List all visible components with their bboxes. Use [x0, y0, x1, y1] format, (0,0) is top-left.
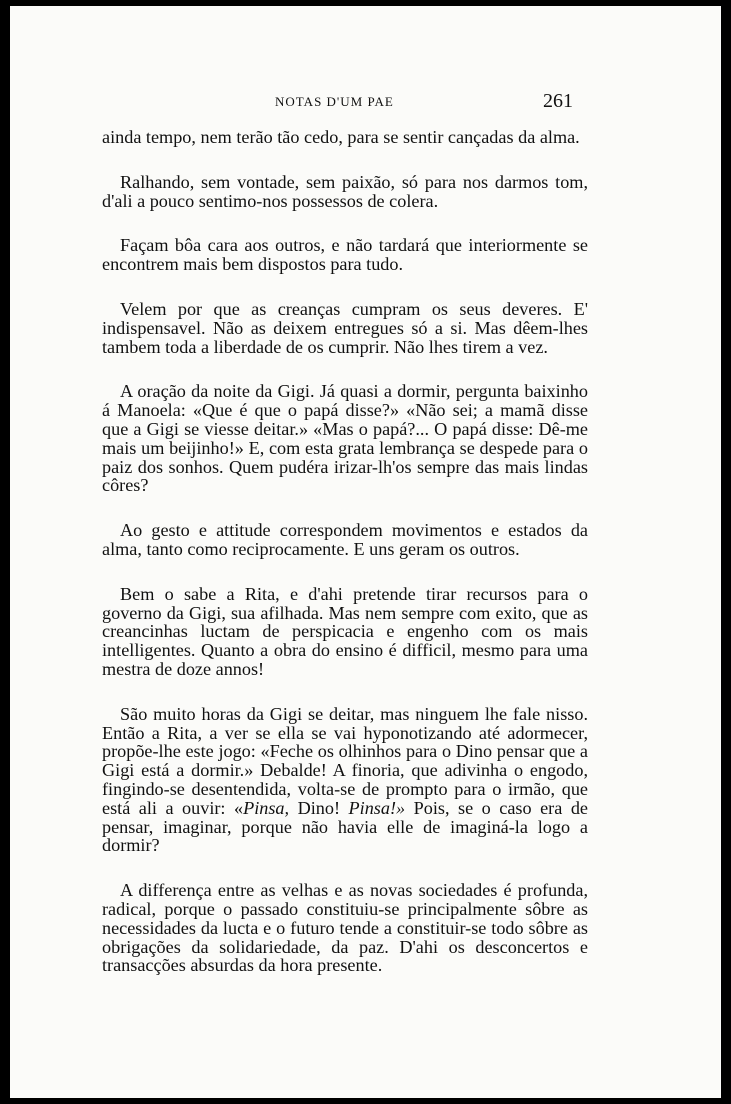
italic-text: Pinsa, — [243, 797, 290, 818]
paragraph: Bem o sabe a Rita, e d'ahi pretende tirar recursos para o governo da Gigi, sua afilhada. Mas nem sempre com exito, que as creancinhas luctam de perspicacia e engenho com os mais intelligentes. Quanto a obra do ensino é difficil, mesmo para uma mestra de doze annos! — [102, 583, 588, 679]
paragraph: Ao gesto e attitude correspondem movimentos e estados da alma, tanto como reciprocamente. E uns geram os outros. — [102, 520, 588, 559]
paragraph-text: Pois, se o caso era de pensar, imaginar, porque não havia elle de imaginá-la logo a dormir? — [102, 797, 588, 856]
paragraph: Velem por que as creanças cumpram os seus deveres. E' indispensavel. Não as deixem entregues só a si. Mas dêem-lhes tambem toda a liberdade de os cumprir. Não lhes tirem a vez. — [102, 298, 588, 357]
running-title: NOTAS D'UM PAE — [275, 94, 394, 109]
paragraph: Façam bôa cara aos outros, e não tardará que interiormente se encontrem mais bem dispostos para tudo. — [102, 235, 588, 275]
paragraph-text: São muito horas da Gigi se deitar, mas ninguem lhe fale nisso. Então a Rita, a ver se ella se vai hyponotizando até adormecer, propõe-lhe este jogo: «Feche os olhinhos para o Dino pensar que a Gigi está a dormir.» Debalde! A finoria, que adivinha o engodo, fingindo-se desentendida, volta-se de prompto para o irmão, que está ali a ouvir: « — [102, 703, 588, 818]
book-page — [10, 6, 721, 1098]
page-number: 261 — [543, 90, 573, 112]
paragraph — [102, 705, 588, 855]
italic-text: Pinsa!» — [348, 797, 406, 818]
paragraph: A oração da noite da Gigi. Já quasi a dormir, pergunta baixinho á Manoela: «Que é que o papá disse?» «Não sei; a mamã disse que a Gigi se viesse deitar.» «Mas o papá?... O papá disse: Dê-me mais um beijinho!» E, com esta grata lembrança se despede para o paiz dos sonhos. Quem pudéra irizar-lh'os sempre das mais lindas côres? — [102, 381, 588, 496]
paragraph: ainda tempo, nem terão tão cedo, para se sentir cançadas da alma. — [102, 127, 580, 147]
page-header — [10, 90, 721, 118]
paragraph-text: Dino! — [289, 797, 349, 818]
paragraph: A differença entre as velhas e as novas sociedades é profunda, radical, porque o passado constituiu-se principalmente sôbre as necessidades da lucta e o futuro tende a constituir-se todo sôbre as obrigações da solidariedade, da paz. D'ahi os desconcertos e transacções absurdas da hora presente. — [102, 880, 588, 976]
body-text — [102, 128, 588, 1001]
paragraph: Ralhando, sem vontade, sem paixão, só para nos darmos tom, d'ali a pouco sentimo-nos possessos de colera. — [102, 171, 588, 211]
